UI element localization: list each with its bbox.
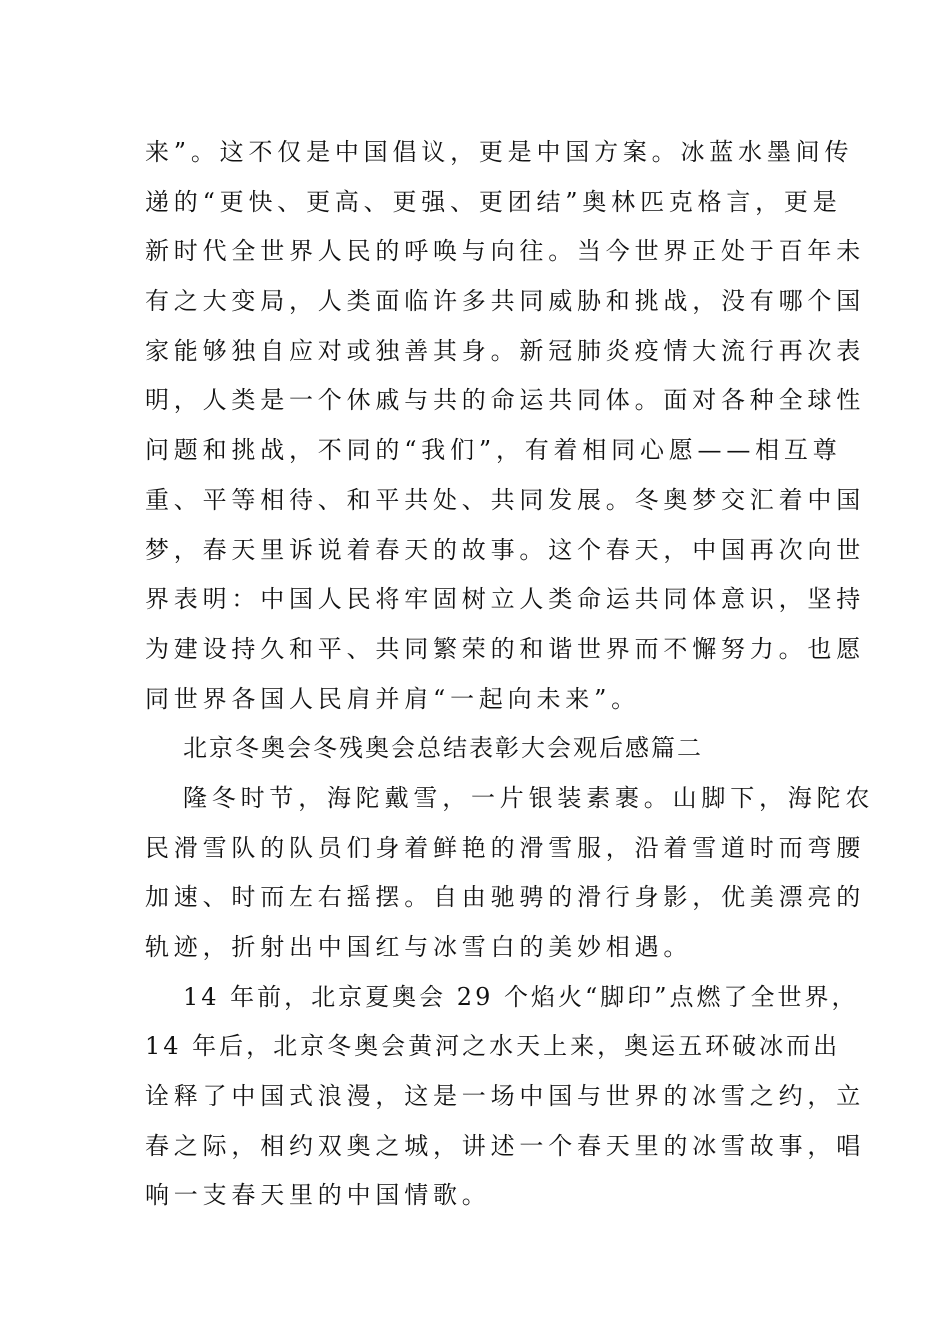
text-line: 问题和挑战，不同的“我们”，有着相同心愿——相互尊	[145, 436, 842, 465]
text-line: 梦，春天里诉说着春天的故事。这个春天，中国再次向世	[145, 535, 865, 564]
text-line: 来”。这不仅是中国倡议，更是中国方案。冰蓝水墨间传	[145, 138, 854, 166]
text-line: 14 年后，北京冬奥会黄河之水天上来，奥运五环破冰而出	[145, 1032, 841, 1061]
text-line: 14 年前，北京夏奥会 29 个焰火“脚印”点燃了全世界，	[183, 982, 859, 1011]
text-line: 春之际，相约双奥之城，讲述一个春天里的冰雪故事，唱	[145, 1131, 865, 1160]
text-line: 递的“更快、更高、更强、更团结”奥林匹克格言，更是	[145, 187, 842, 216]
text-line: 有之大变局，人类面临许多共同威胁和挑战，没有哪个国	[145, 287, 865, 316]
text-line: 隆冬时节，海陀戴雪，一片银装素裹。山脚下，海陀农	[183, 783, 875, 812]
text-line: 为建设持久和平、共同繁荣的和谐世界而不懈努力。也愿	[145, 634, 865, 663]
text-line: 响一支春天里的中国情歌。	[145, 1181, 491, 1210]
text-line: 加速、时而左右摇摆。自由驰骋的滑行身影，优美漂亮的	[145, 883, 865, 912]
text-line: 诠释了中国式浪漫，这是一场中国与世界的冰雪之约，立	[145, 1082, 865, 1111]
text-line: 民滑雪队的队员们身着鲜艳的滑雪服，沿着雪道时而弯腰	[145, 833, 865, 862]
text-line: 家能够独自应对或独善其身。新冠肺炎疫情大流行再次表	[145, 336, 865, 365]
section-heading: 北京冬奥会冬残奥会总结表彰大会观后感篇二	[183, 734, 703, 763]
text-line: 重、平等相待、和平共处、共同发展。冬奥梦交汇着中国	[145, 485, 865, 514]
text-line: 轨迹，折射出中国红与冰雪白的美妙相遇。	[145, 933, 693, 961]
text-line: 界表明：中国人民将牢固树立人类命运共同体意识，坚持	[145, 585, 865, 614]
text-line: 明，人类是一个休戚与共的命运共同体。面对各种全球性	[145, 386, 865, 415]
text-line: 新时代全世界人民的呼唤与向往。当今世界正处于百年未	[145, 237, 865, 266]
text-line: 同世界各国人民肩并肩“一起向未来”。	[145, 684, 640, 713]
document-body	[145, 128, 875, 1221]
